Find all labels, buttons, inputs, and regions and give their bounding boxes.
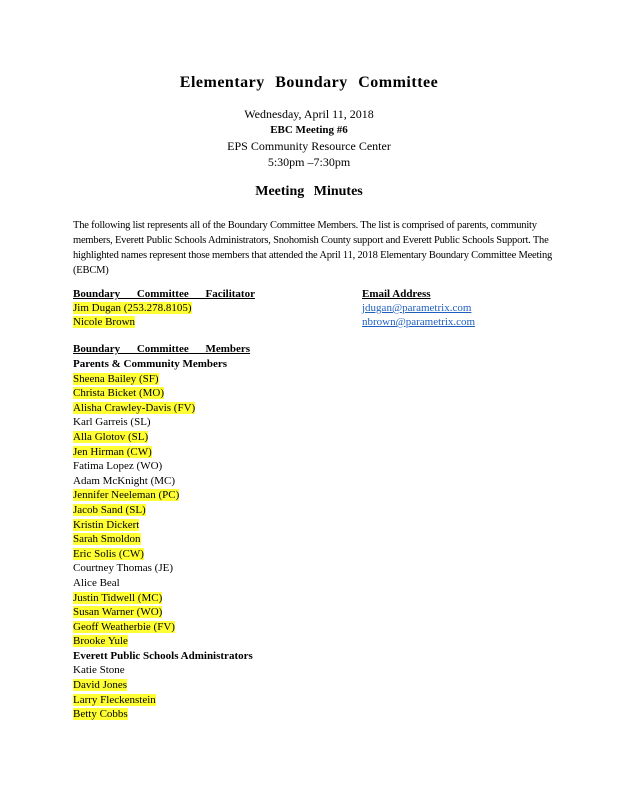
facilitator-heading: Boundary Committee Facilitator [73, 288, 255, 300]
admins-list [73, 663, 253, 721]
list-item [73, 663, 253, 678]
list-item [73, 547, 253, 562]
member-name: Sheena Bailey (SF) [73, 372, 159, 385]
meeting-time: 5:30pm –7:30pm [267, 155, 351, 169]
member-name: Karl Garreis (SL) [73, 416, 151, 429]
meeting-location: EPS Community Resource Center [227, 139, 391, 153]
member-name: Alice Beal [73, 576, 120, 589]
list-item [73, 503, 253, 518]
email-heading: Email Address [362, 288, 431, 300]
member-name: Larry Fleckenstein [73, 693, 156, 706]
list-item [73, 474, 253, 489]
list-item [73, 459, 253, 474]
member-name: Betty Cobbs [73, 708, 128, 721]
list-item [73, 415, 253, 430]
parents-list [73, 372, 253, 649]
member-name: Susan Warner (WO) [73, 606, 163, 619]
intro-paragraph: The following list represents all of the Boundary Committee Members. The list is comprised of parents, community members, Everett Public Schools Administrators, Snohomish County support and Everett Public Schools Support. The highlighted names represent those members that attended the April 11, 2018 Elementary Boundary Committee Meeting (EBCM) [73, 220, 553, 276]
member-name: Jennifer Neeleman (PC) [73, 489, 180, 502]
list-item [73, 445, 253, 460]
member-name: Jacob Sand (SL) [73, 503, 146, 516]
member-name: Alla Glotov (SL) [73, 430, 149, 443]
section-title: Meeting Minutes [255, 184, 363, 199]
member-name: Justin Tidwell (MC) [73, 591, 163, 604]
member-name: Brooke Yule [73, 635, 128, 648]
list-item [73, 576, 253, 591]
list-item [73, 693, 253, 708]
list-item [73, 488, 253, 503]
list-item [73, 532, 253, 547]
member-name: Geoff Weatherbie (FV) [73, 620, 175, 633]
facilitator-email[interactable] [362, 301, 471, 316]
admins-heading: Everett Public Schools Administrators [73, 649, 253, 662]
facilitator-row [73, 301, 192, 316]
list-item [73, 678, 253, 693]
member-name: Courtney Thomas (JE) [73, 562, 174, 575]
parents-heading: Parents & Community Members [73, 358, 228, 370]
facilitator-email[interactable] [362, 315, 475, 330]
facilitator-name: Jim Dugan (253.278.8105) [73, 302, 192, 314]
list-item [73, 372, 253, 387]
list-item [73, 430, 253, 445]
list-item [73, 634, 253, 649]
email-link[interactable]: nbrown@parametrix.com [362, 316, 476, 328]
member-name: Jen Hirman (CW) [73, 445, 152, 458]
facilitator-row [73, 315, 135, 330]
list-item [73, 591, 253, 606]
member-name: Adam McKnight (MC) [73, 474, 176, 487]
member-name: Christa Bicket (MO) [73, 387, 165, 400]
list-item [73, 386, 253, 401]
document-title: Elementary Boundary Committee [179, 74, 439, 91]
list-item [73, 707, 253, 722]
member-name: Sarah Smoldon [73, 533, 141, 546]
list-item [73, 605, 253, 620]
email-link[interactable]: jdugan@parametrix.com [362, 302, 472, 314]
list-item [73, 518, 253, 533]
list-item [73, 401, 253, 416]
member-name: Kristin Dickert [73, 518, 140, 531]
member-name: David Jones [73, 679, 128, 692]
list-item [73, 620, 253, 635]
list-item [73, 561, 253, 576]
members-heading: Boundary Committee Members [73, 343, 251, 355]
member-name: Eric Solis (CW) [73, 547, 144, 560]
facilitator-name: Nicole Brown [73, 316, 136, 328]
meeting-number: EBC Meeting #6 [270, 124, 348, 136]
member-name: Alisha Crawley-Davis (FV) [73, 401, 196, 414]
member-name: Fatima Lopez (WO) [73, 460, 163, 473]
member-list [73, 357, 253, 722]
member-name: Katie Stone [73, 664, 125, 677]
meeting-date: Wednesday, April 11, 2018 [244, 107, 374, 121]
